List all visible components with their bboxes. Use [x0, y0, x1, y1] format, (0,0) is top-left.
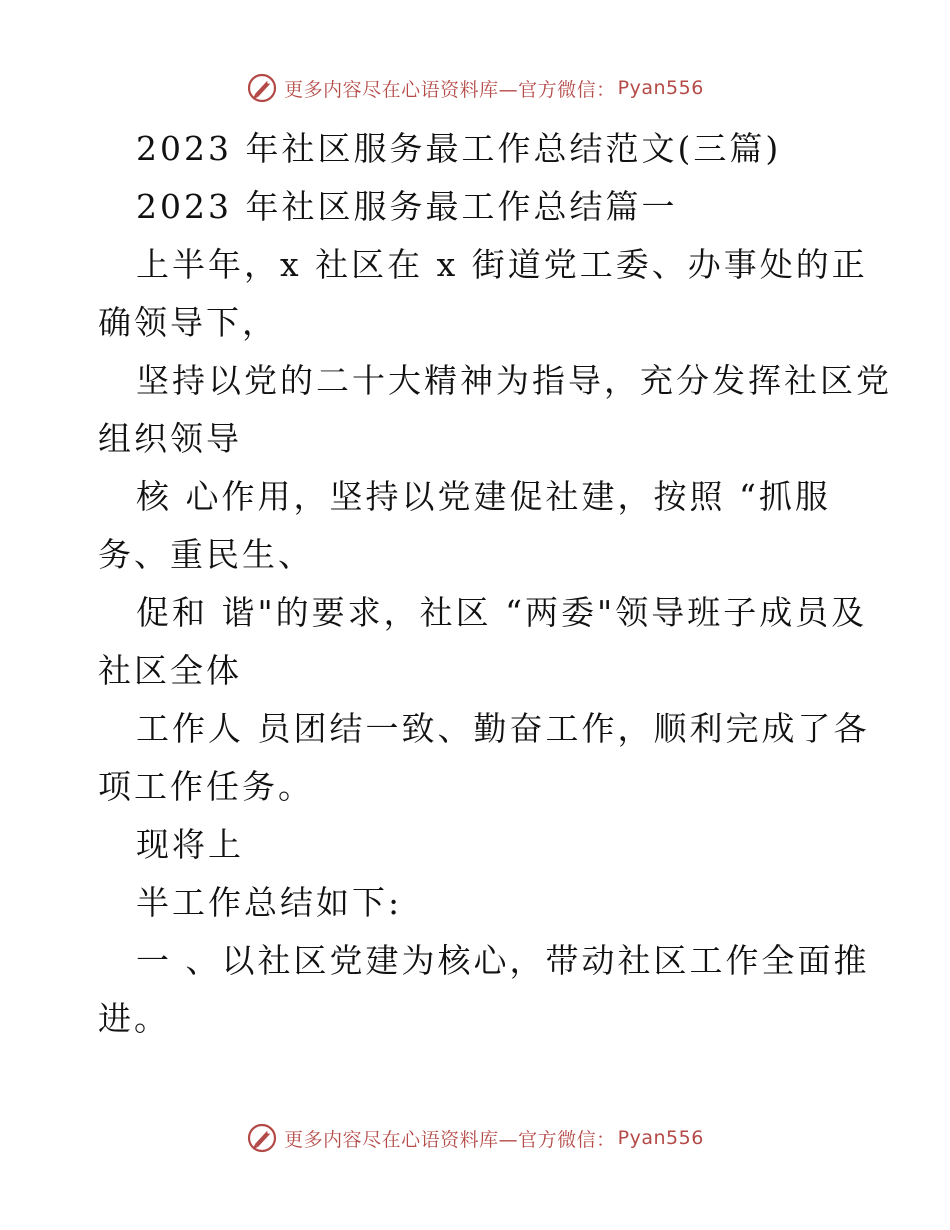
watermark-wechat-id: Pyan556	[617, 1127, 704, 1149]
pen-seal-icon	[246, 1122, 278, 1154]
paragraph-line: 工作人 员团结一致、勤奋工作，顺利完成了各	[136, 709, 870, 748]
paragraph-line: 项工作任务。	[98, 767, 314, 806]
document-body	[98, 120, 892, 1048]
footer-watermark	[0, 1122, 950, 1154]
paragraph-line: 促和 谐"的要求，社区 “两委"领导班子成员及	[136, 593, 868, 632]
pen-seal-icon	[246, 72, 278, 104]
paragraph-line: 坚持以党的二十大精神为指导，充分发挥社区党	[136, 361, 892, 400]
paragraph-line: 组织领导	[98, 419, 242, 458]
paragraph-line: 务、重民生、	[98, 535, 314, 574]
paragraph-line: 核 心作用，坚持以党建促社建，按照 “抓服	[136, 477, 831, 516]
watermark-wechat-id: Pyan556	[617, 77, 704, 99]
watermark-text: 更多内容尽在心语资料库—官方微信：	[284, 78, 616, 101]
section-heading: 一 、以社区党建为核心，带动社区工作全面推	[136, 941, 870, 980]
paragraph-line: 现将上	[136, 825, 244, 864]
paragraph-line: 确领导下，	[98, 303, 278, 342]
section-heading: 2023 年社区服务最工作总结篇一	[136, 187, 678, 226]
paragraph-line: 社区全体	[98, 651, 242, 690]
document-title: 2023 年社区服务最工作总结范文(三篇)	[136, 129, 782, 168]
paragraph-line: 半工作总结如下:	[136, 883, 403, 922]
header-watermark	[0, 72, 950, 104]
paragraph-line: 进。	[98, 999, 170, 1038]
watermark-text: 更多内容尽在心语资料库—官方微信：	[284, 1128, 616, 1151]
paragraph-line: 上半年，x 社区在 x 街道党工委、办事处的正	[136, 245, 868, 284]
